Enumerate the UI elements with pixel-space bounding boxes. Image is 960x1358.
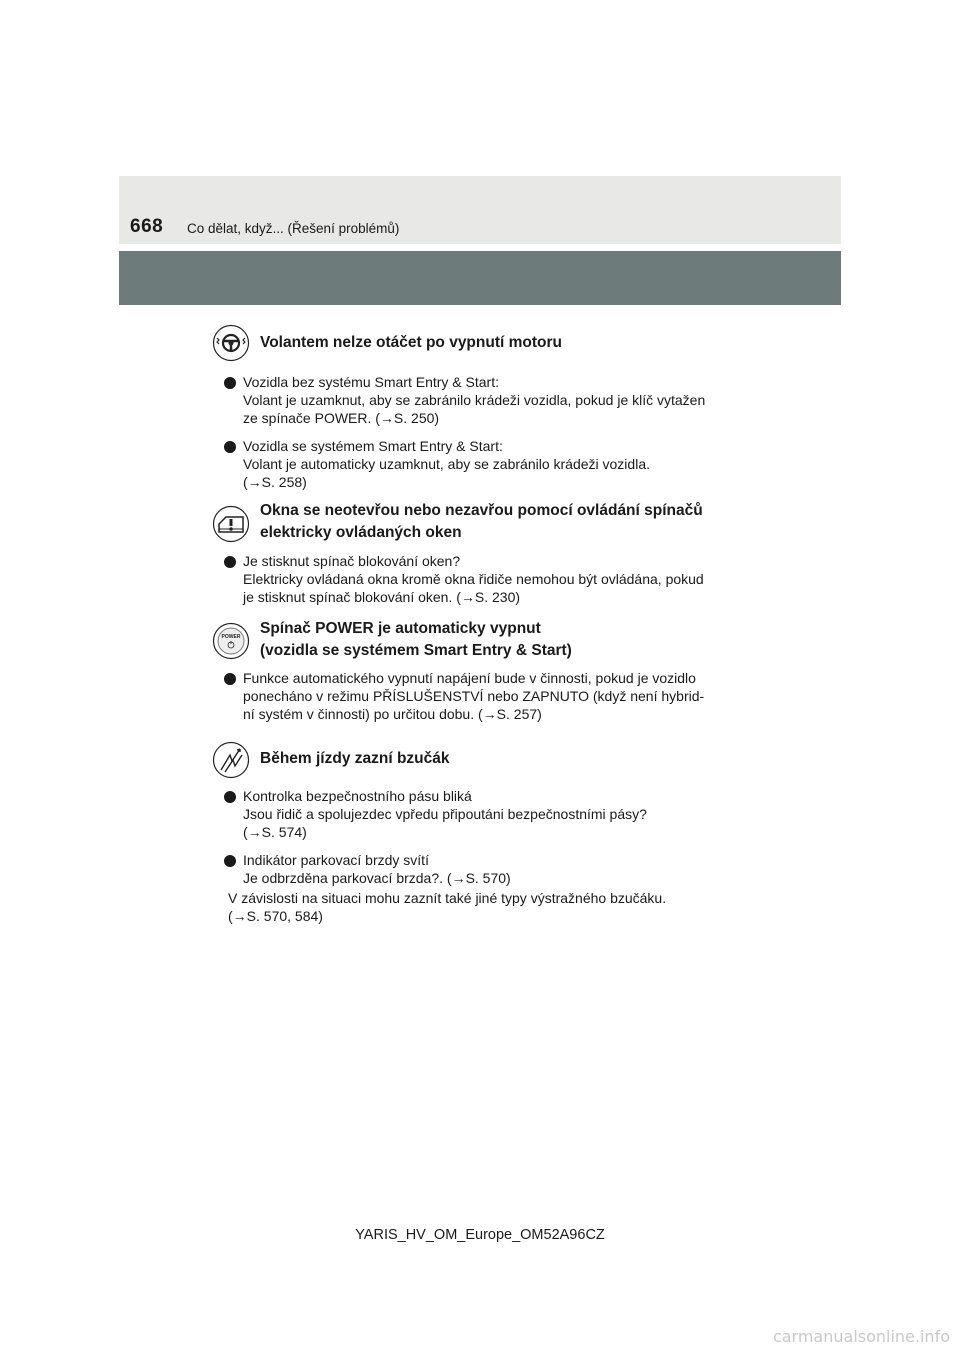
power-label: POWER bbox=[221, 634, 241, 640]
buzzer-icon bbox=[212, 741, 250, 779]
bullet-auto-power-off: Funkce automatického vypnutí napájení bude v činnosti, pokud je vozidlo ponecháno v režimu PŘÍSLUŠENSTVÍ nebo ZAPNUTO (když není hybrid- ní systém v činnosti) po určitou dobu. (→S. 257) bbox=[243, 670, 705, 722]
page-number: 668 bbox=[130, 216, 164, 237]
bullet-icon bbox=[224, 791, 236, 803]
section-title-power: Spínač POWER je automaticky vypnut (vozidla se systémem Smart Entry & Start) bbox=[260, 620, 572, 659]
bullet-icon bbox=[224, 855, 236, 867]
section-title-buzzer: Během jízdy zazní bzučák bbox=[260, 750, 450, 767]
bullet-parking-brake: Indikátor parkovací brzdy svítí Je odbrzděna parkovací brzda?. (→S. 570) bbox=[243, 852, 511, 886]
bullet-steering-no-smart-entry: Vozidla bez systému Smart Entry & Start: Volant je uzamknut, aby se zabránilo krádeži vozidla, pokud je klíč vytažen ze spínače POWER. (→S. 250) bbox=[243, 374, 706, 426]
bullet-seatbelt: Kontrolka bezpečnostního pásu bliká Jsou řidič a spolujezdec vpředu připoutáni bezpečnostními pásy? (→S. 574) bbox=[243, 788, 647, 840]
buzzer-note: V závislosti na situaci mohu zaznít také jiné typy výstražného bzučáku. (→S. 570, 584) bbox=[228, 890, 667, 924]
section-title-bar bbox=[119, 251, 841, 305]
section-title-windows: Okna se neotevřou nebo nezavřou pomocí ovládání spínačů elektricky ovládaných oken bbox=[260, 502, 703, 541]
bullet-icon bbox=[224, 441, 236, 453]
steering-wheel-icon bbox=[212, 324, 250, 362]
chapter-title: Co dělat, když... (Řešení problémů) bbox=[187, 221, 400, 236]
power-button-icon bbox=[212, 622, 250, 660]
bullet-window-lock: Je stisknut spínač blokování oken? Elektricky ovládaná okna kromě okna řidiče nemohou být ovládána, pokud je stisknut spínač blokování oken. (→S. 230) bbox=[243, 553, 704, 605]
bullet-icon bbox=[224, 673, 236, 685]
document-id: YARIS_HV_OM_Europe_OM52A96CZ bbox=[355, 1227, 605, 1243]
bullet-steering-smart-entry: Vozidla se systémem Smart Entry & Start: Volant je automaticky uzamknut, aby se zabránilo krádeži vozidla. (→S. 258) bbox=[243, 438, 650, 490]
window-warning-icon bbox=[212, 505, 250, 543]
bullet-icon bbox=[224, 377, 236, 389]
bullet-icon bbox=[224, 556, 236, 568]
watermark: carmanualsonline.info bbox=[772, 1327, 950, 1346]
section-title-steering: Volantem nelze otáčet po vypnutí motoru bbox=[260, 334, 562, 351]
